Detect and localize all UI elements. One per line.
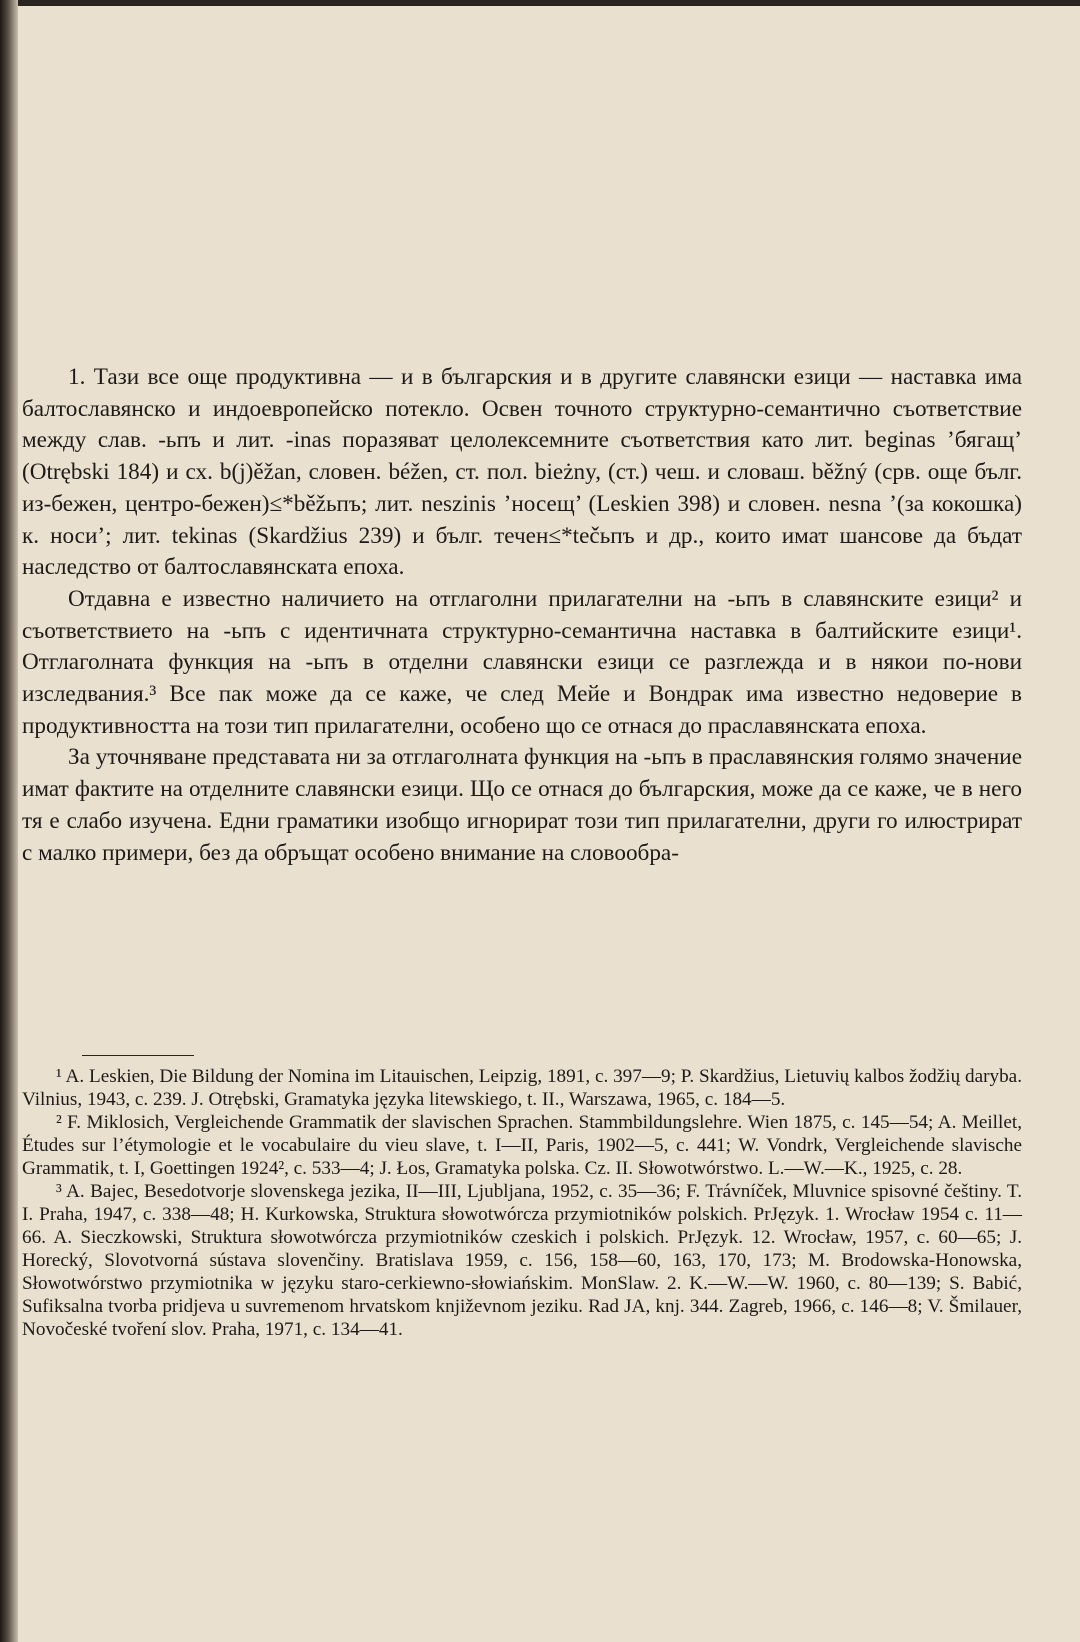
paragraph-3: За уточняване представата ни за отглаголната функция на -ьпъ в праславянския голямо значение имат фактите на отделните славянски езици. Що се отнася до българския, може да се каже, че в него тя е слабо изучена. Едни граматики изобщо игнорират този тип прилагателни, други го илюстрират с малко примери, без да обръщат особено внимание на словообра- (22, 744, 1022, 866)
paragraph-1: 1. Тази все още продуктивна — и в българския и в другите славянски езици — наставка има балтославянско и индоевропейско потекло. Освен точното структурно-семантично съответствие между слав. -ьпъ и лит. -inas поразяват целолексемните съответствия като лит. beginas ’бягащ’ (Otrębski 184) и сх. b(j)ěžan, словен. béžen, ст. пол. bieżny, (ст.) чеш. и словаш. běžný (срв. още бълг. из-бежен, центро-бежен)≤*běžьпъ; лит. neszinis ’носещ’ (Leskien 398) и словен. nesna ’(за кокошка) к. носи’; лит. tekinas (Skardžius 239) и бълг. течен≤*tečьпъ и др., които имат шансове да бъдат наследство от балтославянската епоха. (22, 364, 1022, 581)
top-edge (0, 0, 1080, 6)
main-text (22, 362, 1022, 869)
footnotes (22, 1065, 1022, 1341)
footnote-separator (82, 1055, 194, 1056)
paragraph-2: Отдавна е известно наличието на отглаголни прилагателни на -ьпъ в славянските езици² и съответствието на -ьпъ с идентичната структурно-семантична наставка в балтийските езици¹. Отглаголната функция на -ьпъ в отделни славянски езици се разглежда и в някои по-нови изследвания.³ Все пак може да се каже, че след Мейе и Вондрак има известно недоверие в продуктивността на този тип прилагателни, особено що се отнася до праславянската епоха. (22, 585, 1022, 739)
binding-edge (0, 0, 18, 1642)
footnote-1: ¹ A. Leskien, Die Bildung der Nomina im Litauischen, Leipzig, 1891, c. 397—9; P. Skardžius, Lietuvių kalbos žodžių daryba. Vilnius, 1943, c. 239. J. Otrębski, Gramatyka języka litewskiego, t. II., Warszawa, 1965, c. 184—5. (22, 1066, 1022, 1110)
footnote-3: ³ A. Bajec, Besedotvorje slovenskega jezika, II—III, Ljubljana, 1952, c. 35—36; F. Trávníček, Mluvnice spisovné češtiny. T. I. Praha, 1947, c. 338—48; H. Kurkowska, Struktura słowotwórcza przymiotników polskich. PrJęzyk. 1. Wrocław 1954 c. 11—66. A. Sieczkowski, Struktura słowotwórcza przymiotników czeskich i polskich. PrJęzyk. 12. Wrocław, 1957, c. 60—65; J. Horecký, Slovotvorná sústava slovenčiny. Bratislava 1959, c. 156, 158—60, 163, 170, 173; M. Brodowska-Honowska, Słowotwórstwo przymiotnika w języku staro-cerkiewno-słowiańskim. MonSlaw. 2. K.—W.—W. 1960, c. 80—139; S. Babić, Sufiksalna tvorba pridjeva u suvremenom hrvatskom književnom jeziku. Rad JA, knj. 344. Zagreb, 1966, c. 146—8; V. Šmilauer, Novočeské tvoření slov. Praha, 1971, c. 134—41. (22, 1181, 1022, 1340)
footnote-2: ² F. Miklosich, Vergleichende Grammatik der slavischen Sprachen. Stammbildungslehre. Wien 1875, c. 145—54; A. Meillet, Études sur l’étymologie et le vocabulaire du vieu slave, t. I—II, Paris, 1902—5, c. 441; W. Vondrk, Vergleichende slavische Grammatik, t. I, Goettingen 1924², c. 533—4; J. Łos, Gramatyka polska. Cz. II. Słowotwórstwo. L.—W.—K., 1925, c. 28. (22, 1112, 1022, 1179)
